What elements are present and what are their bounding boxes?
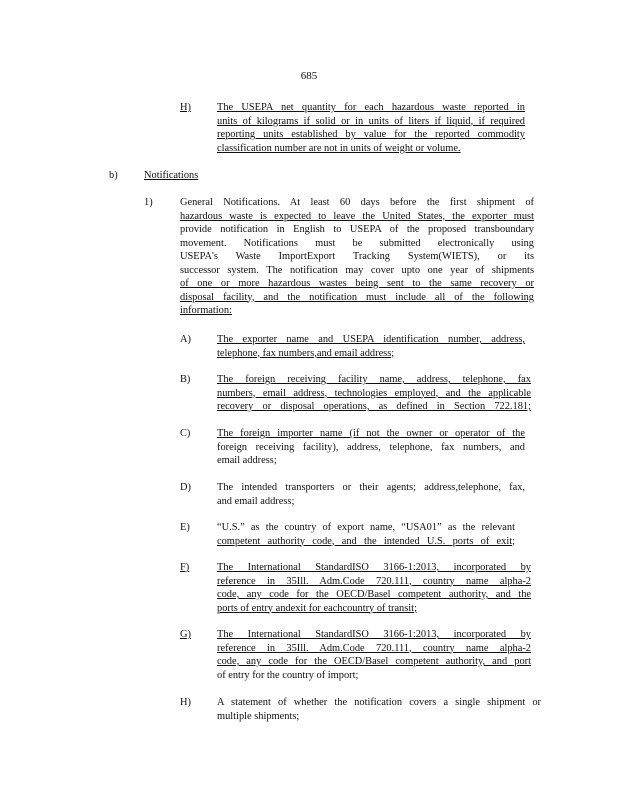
- text-line: movement. Notifications must be submitted electronically using: [180, 237, 534, 249]
- item-g-label: G): [180, 629, 191, 640]
- section-b-label: b): [109, 170, 118, 181]
- item-e-text: [217, 521, 515, 548]
- item-c-label: C): [180, 428, 191, 439]
- text-line: multiple shipments;: [217, 710, 300, 722]
- text-line: reference in 35Ill. Adm.Code 720.111, country name alpha-2: [217, 642, 531, 654]
- para-1-text: [180, 196, 534, 318]
- item-a-label: A): [180, 334, 191, 345]
- item-d-text: [217, 481, 525, 508]
- item-e-label: E): [180, 522, 190, 533]
- item-b-text: [217, 373, 531, 414]
- text-line: The exporter name and USEPA identification number, address,: [217, 334, 525, 345]
- item-f-label: F): [180, 562, 190, 573]
- text-line: information:: [180, 305, 232, 316]
- text-line: The foreign importer name (if not the owner or operator of the: [217, 428, 525, 439]
- item-h-top-label: H): [180, 102, 191, 113]
- item-f-text: [217, 561, 531, 615]
- text-line: successor system. The notification may cover upto one year of shipments: [180, 264, 534, 276]
- text-line: reference in 35Ill. Adm.Code 720.111, country name alpha-2: [217, 575, 531, 587]
- text-line: and email address;: [217, 495, 295, 507]
- item-h-top-text: [217, 101, 525, 155]
- text-line: USEPA's Waste ImportExport Tracking System(WIETS), or its: [180, 251, 534, 262]
- para-1-label: 1): [144, 197, 153, 208]
- text-line: The foreign receiving facility name, address, telephone, fax: [217, 374, 531, 385]
- section-b-title: Notifications: [144, 170, 199, 181]
- text-line: numbers, email address, technologies employed, and the applicable: [217, 387, 531, 399]
- item-d-label: D): [180, 482, 191, 493]
- text-line: foreign receiving facility), address, telephone, fax numbers, and: [217, 441, 525, 453]
- text-line: competent authority code, and the intended U.S. ports of exit;: [217, 535, 515, 547]
- text-line: ports of entry andexit for eachcountry of transit;: [217, 602, 417, 614]
- text-line: disposal facility, and the notification must include all of the following: [180, 291, 534, 303]
- text-line: of entry for the country of import;: [217, 669, 359, 681]
- item-h-label: H): [180, 697, 191, 708]
- text-line: General Notifications. At least 60 days before the first shipment of: [180, 197, 534, 208]
- item-h-text: [217, 696, 541, 723]
- text-line: email address;: [217, 455, 277, 466]
- text-line: hazardous waste is expected to leave the United States, the exporter must: [180, 210, 534, 222]
- text-line: recovery or disposal operations, as defined in Section 722.181;: [217, 401, 531, 412]
- text-line: The USEPA net quantity for each hazardous waste reported in: [217, 102, 525, 113]
- text-line: classification number are not in units of weight or volume.: [217, 142, 461, 154]
- text-line: of one or more hazardous wastes being sent to the same recovery or: [180, 278, 534, 289]
- text-line: The International StandardISO 3166-1:2013, incorporated by: [217, 562, 531, 573]
- item-b-label: B): [180, 374, 191, 385]
- text-line: The intended transporters or their agents; address,telephone, fax,: [217, 482, 525, 493]
- text-line: code, any code for the OECD/Basel competent authority, and port: [217, 656, 531, 667]
- text-line: A statement of whether the notification covers a single shipment or: [217, 697, 541, 708]
- text-line: telephone, fax numbers,and email address;: [217, 347, 395, 359]
- text-line: units of kilograms if solid or in units of liters if liquid, if required: [217, 115, 525, 127]
- text-line: The International StandardISO 3166-1:2013, incorporated by: [217, 629, 531, 640]
- item-a-text: [217, 333, 525, 360]
- text-line: “U.S.” as the country of export name, “USA01” as the relevant: [217, 522, 515, 533]
- item-c-text: [217, 427, 525, 468]
- text-line: code, any code for the OECD/Basel competent authority, and the: [217, 589, 531, 600]
- text-line: reporting units established by value for the reported commodity: [217, 129, 525, 140]
- text-line: provide notification in English to USEPA of the proposed transboundary: [180, 224, 534, 235]
- page-number: 685: [300, 70, 318, 82]
- item-g-text: [217, 628, 531, 682]
